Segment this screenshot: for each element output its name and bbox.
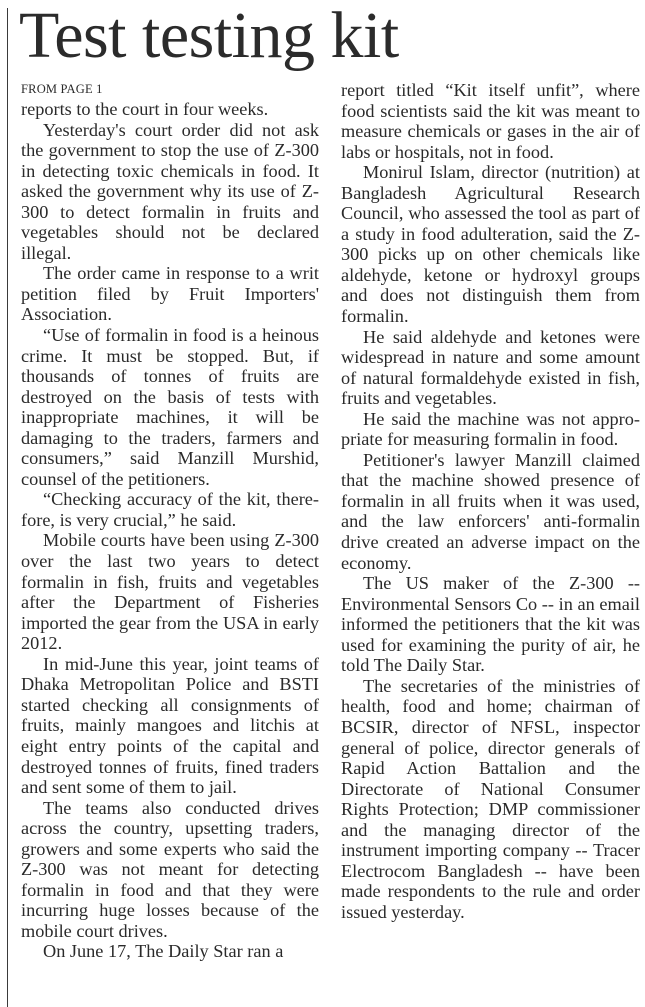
paragraph: Petitioner's lawyer Manzill claimed that the machine showed presence of formalin in all fruits when it was used, and the law enforcers' anti-formalin drive created an adverse impact on the economy. [341, 449, 640, 573]
paragraph: The secretaries of the ministries of health, food and home; chairman of BCSIR, director of NFSL, inspector general of police, director generals of Rapid Action Battalion and the Directorate of National Consumer Rights Protection; DMP commissioner and the managing director of the instrument importing company -- Tracer Electrocom Bangladesh -- have been made respondents to the rule and order issued yesterday. [341, 675, 640, 922]
left-column [21, 80, 319, 962]
paragraph: He said the machine was not appropriate for measuring formalin in food. [341, 408, 640, 450]
paragraph: Monirul Islam, director (nutrition) at Bangladesh Agricultural Research Council, who assessed the tool as part of a study in food adulteration, said the Z-300 picks up on other chemicals like aldehyde, ketone or hydroxyl groups and does not distinguish them from formalin. [341, 162, 640, 327]
right-column [341, 80, 640, 922]
paragraph: report titled “Kit itself unfit”, where food scientists said the kit was meant to measure chemicals or gases in the air of labs or hospitals, not in food. [341, 80, 640, 162]
paragraph: On June 17, The Daily Star ran a [43, 941, 284, 962]
paragraph: “Use of formalin in food is a heinous crime. It must be stopped. But, if thousands of tonnes of fruits are destroyed on the basis of tests with inappropriate machines, it will be damaging to the traders, farmers and consumers,” said Manzill Murshid, counsel of the petitioners. [21, 325, 319, 489]
left-column-rule [7, 8, 8, 1007]
paragraph: The teams also conducted drives across the country, upsetting traders, growers and some experts who said the Z-300 was not meant for detecting formalin in food and that they were incurring huge losses because of the mobile court drives. [21, 797, 319, 941]
paragraph: “Checking accuracy of the kit, therefore, is very crucial,” he said. [21, 489, 319, 530]
paragraph: He said aldehyde and ketones were widespread in nature and some amount of natural formaldehyde existed in fish, fruits and vegetables. [341, 326, 640, 409]
jump-label: FROM PAGE 1 [21, 82, 103, 96]
paragraph: The order came in response to a writ petition filed by Fruit Importers' Association. [21, 263, 319, 325]
headline: Test testing kit [19, 0, 399, 72]
paragraph: Mobile courts have been using Z-300 over the last two years to detect formalin in fish, fruits and vegetables after the Department of Fisheries imported the gear from the USA in early 2012. [21, 530, 319, 654]
paragraph: The US maker of the Z-300 -- Environmental Sensors Co -- in an email informed the petitioners that the kit was used for examining the purity of air, he told The Daily Star. [341, 573, 640, 676]
paragraph: In mid-June this year, joint teams of Dhaka Metropolitan Police and BSTI started checking all consignments of fruits, mainly mangoes and litchis at eight entry points of the capital and destroyed tonnes of fruits, fined traders and sent some of them to jail. [21, 653, 319, 798]
paragraph: Yesterday's court order did not ask the government to stop the use of Z-300 in detecting toxic chemicals in food. It asked the government why its use of Z-300 to detect formalin in fruits and vegetables should not be declared illegal. [21, 119, 319, 263]
paragraph: reports to the court in four weeks. [21, 99, 269, 119]
